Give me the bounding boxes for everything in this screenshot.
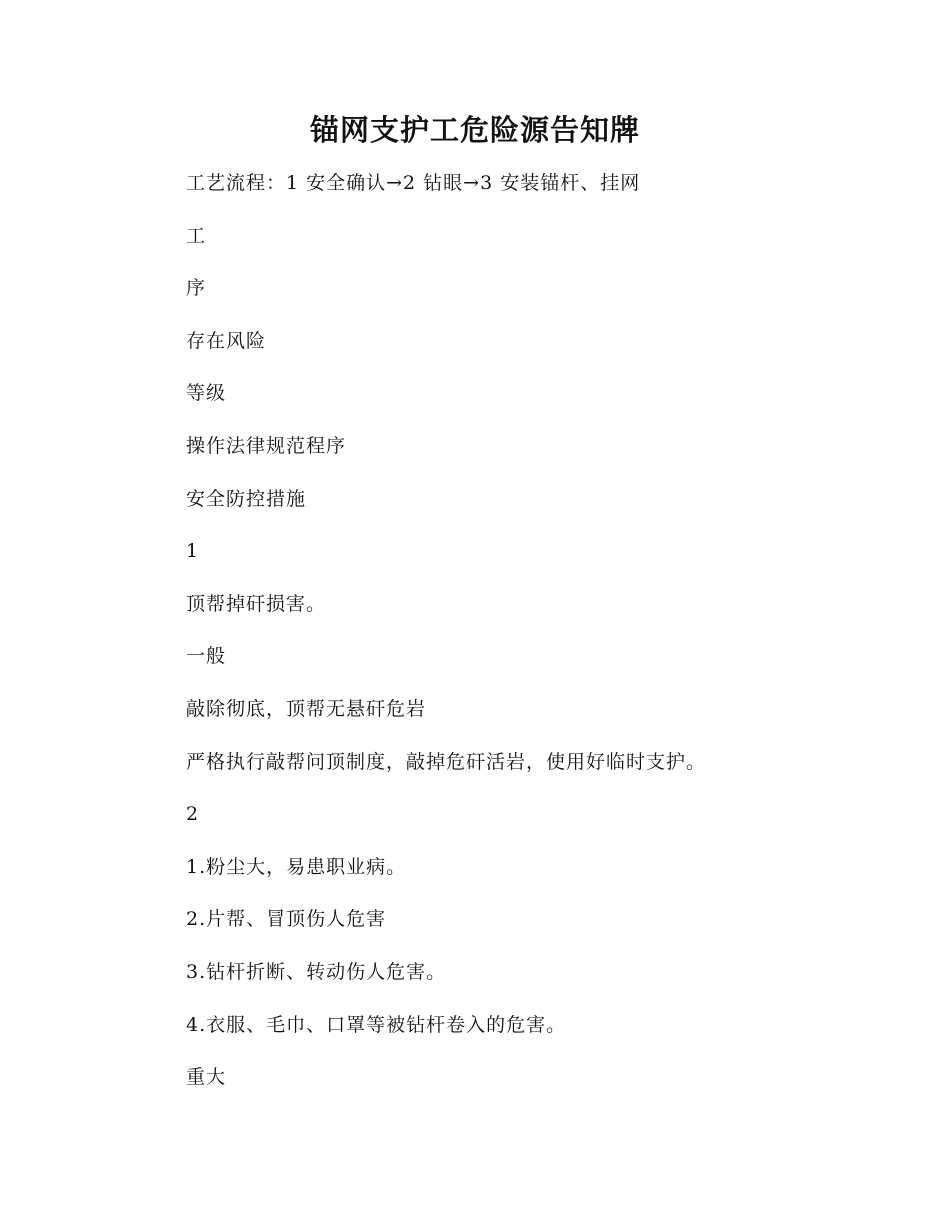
document-title: 锚网支护工危险源告知牌	[309, 113, 640, 147]
risk-text: 2.片帮、冒顶伤人危害	[186, 908, 387, 931]
risk-text: 4.衣服、毛巾、口罩等被钻杆卷入的危害。	[186, 1013, 567, 1036]
header-cell-procedure: 操作法律规范程序	[186, 434, 347, 457]
header-cell-process-2: 序	[186, 277, 207, 300]
header-cell-process-1: 工	[186, 224, 207, 247]
level-text: 一般	[186, 645, 227, 668]
measures-text: 严格执行敲帮问顶制度，敲掉危矸活岩，使用好临时支护。	[186, 750, 707, 773]
header-cell-risk: 存在风险	[186, 329, 267, 352]
risk-text: 顶帮掉矸损害。	[186, 592, 327, 615]
row-number: 2	[186, 803, 200, 826]
process-flow-line: 工艺流程：1 安全确认→2 钻眼→3 安装锚杆、挂网	[186, 172, 641, 194]
risk-text: 1.粉尘大，易患职业病。	[186, 855, 407, 878]
procedure-text: 敲除彻底，顶帮无悬矸危岩	[186, 697, 427, 720]
document-body	[186, 166, 906, 1113]
row-number: 1	[186, 540, 200, 563]
level-text: 重大	[186, 1066, 227, 1089]
header-cell-measures: 安全防控措施	[186, 487, 307, 510]
header-cell-level: 等级	[186, 382, 227, 405]
risk-text: 3.钻杆折断、转动伤人危害。	[186, 960, 447, 983]
